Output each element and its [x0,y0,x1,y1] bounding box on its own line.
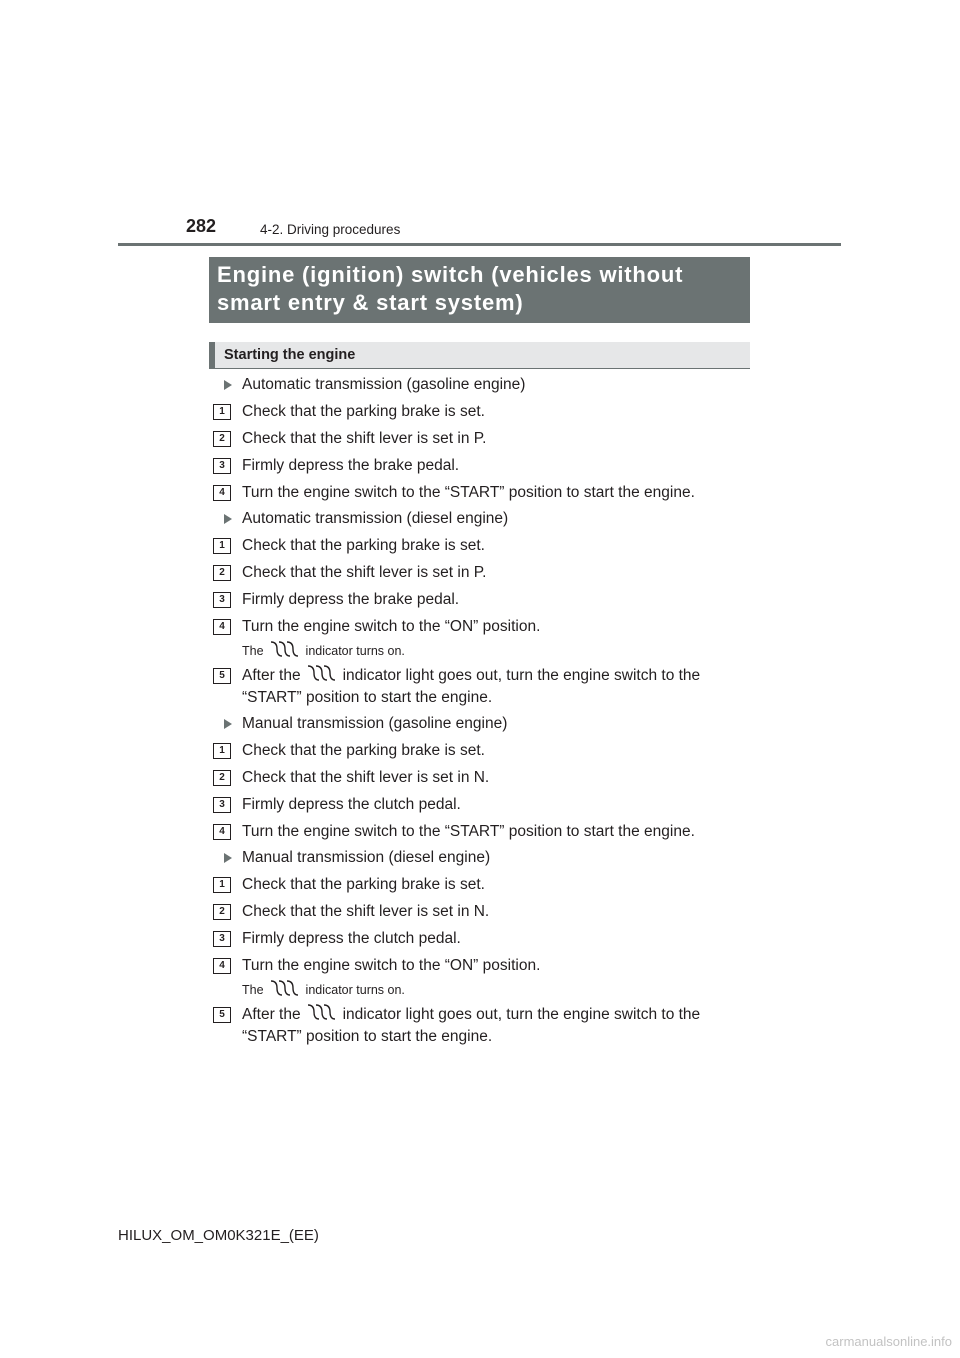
arrow-bullet-icon [224,719,232,729]
step-text: Check that the shift lever is set in N. [242,903,490,920]
step5-after: indicator light goes out, turn the engine switch to the [342,667,701,684]
step-text [242,1004,700,1026]
step-text: Check that the parking brake is set. [242,876,485,893]
title-box [209,257,750,323]
step-text: Turn the engine switch to the “ON” position. [242,618,541,635]
procedure-heading-text: Manual transmission (gasoline engine) [242,715,508,732]
step-text: Check that the parking brake is set. [242,403,485,420]
step-text: Check that the parking brake is set. [242,742,485,759]
step-text-line2: “START” position to start the engine. [242,1028,493,1045]
glow-plug-indicator-icon [268,640,302,658]
step-number: 4 [213,485,231,501]
step-number: 2 [213,770,231,786]
step-number: 3 [213,797,231,813]
glow-plug-indicator-icon [305,664,339,682]
step-number: 5 [213,1007,231,1023]
arrow-bullet-icon [224,380,232,390]
procedure-heading-text: Automatic transmission (diesel engine) [242,510,509,527]
step-text: Firmly depress the brake pedal. [242,591,460,608]
step-text [242,665,700,687]
procedure-heading-text: Automatic transmission (gasoline engine) [242,376,526,393]
step-number: 2 [213,904,231,920]
title-line-2: smart entry & start system) [217,290,524,315]
step5-before: After the [242,1006,301,1023]
step-number: 2 [213,565,231,581]
step-text: Firmly depress the clutch pedal. [242,796,461,813]
header-rule [118,243,841,246]
title-line-1: Engine (ignition) switch (vehicles without [217,262,684,287]
arrow-bullet-icon [224,514,232,524]
glow-plug-indicator-icon [305,1003,339,1021]
step-text: Firmly depress the clutch pedal. [242,930,461,947]
arrow-bullet-icon [224,853,232,863]
step-text: Turn the engine switch to the “START” position to start the engine. [242,823,695,840]
step-number: 2 [213,431,231,447]
step-text: Turn the engine switch to the “ON” position. [242,957,541,974]
step-number: 3 [213,592,231,608]
glow-plug-indicator-icon [268,979,302,997]
note [242,983,405,997]
step-number: 4 [213,619,231,635]
note-before: The [242,983,264,997]
step-text: Firmly depress the brake pedal. [242,457,460,474]
step-text: Turn the engine switch to the “START” position to start the engine. [242,484,695,501]
step-text: Check that the shift lever is set in P. [242,564,487,581]
note-before: The [242,644,264,658]
subheading-label: Starting the engine [224,347,356,363]
step-text: Check that the shift lever is set in P. [242,430,487,447]
watermark: carmanualsonline.info [825,1334,952,1349]
section-label: 4-2. Driving procedures [260,222,401,237]
step5-before: After the [242,667,301,684]
footer-doc-id: HILUX_OM_OM0K321E_(EE) [118,1227,319,1244]
note-after: indicator turns on. [305,983,405,997]
page-number: 282 [186,216,217,236]
note-after: indicator turns on. [305,644,405,658]
step-number: 1 [213,743,231,759]
step-text: Check that the shift lever is set in N. [242,769,490,786]
step-number: 3 [213,458,231,474]
procedure-heading-text: Manual transmission (diesel engine) [242,849,491,866]
step-number: 1 [213,877,231,893]
step-text: Check that the parking brake is set. [242,537,485,554]
note [242,644,405,658]
step-number: 1 [213,404,231,420]
step5-after: indicator light goes out, turn the engine switch to the [342,1006,701,1023]
step-number: 1 [213,538,231,554]
step-number: 5 [213,668,231,684]
subheading [209,342,750,369]
step-text-line2: “START” position to start the engine. [242,689,493,706]
step-number: 4 [213,958,231,974]
step-number: 3 [213,931,231,947]
step-number: 4 [213,824,231,840]
